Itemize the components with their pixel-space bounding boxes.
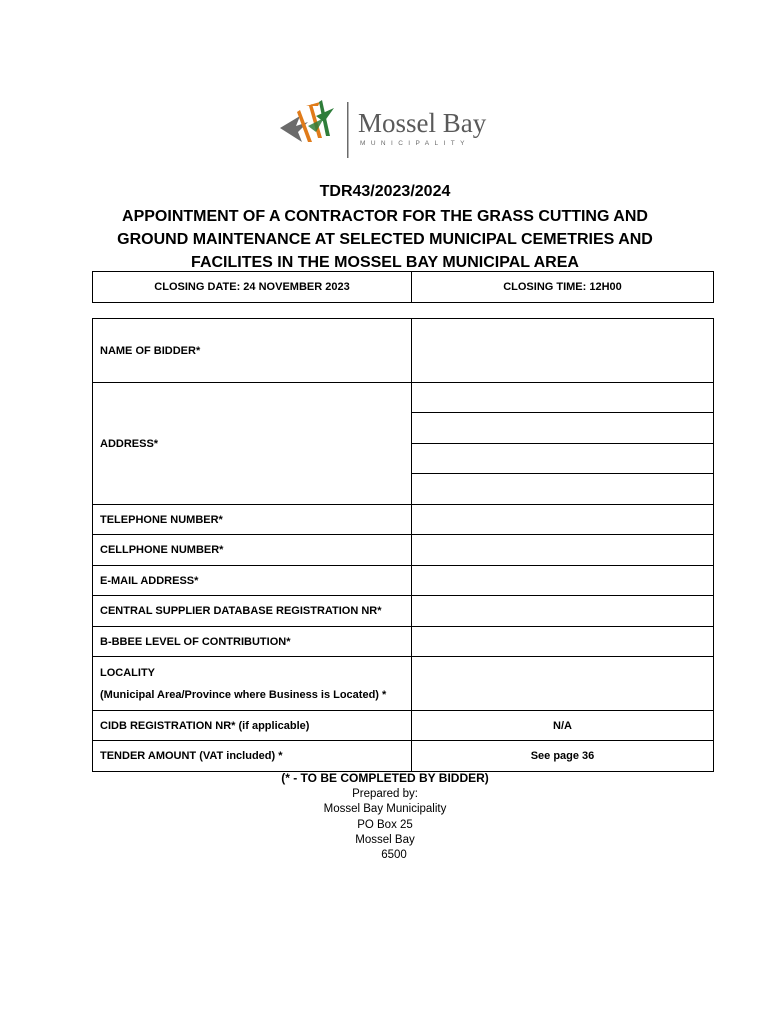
bbbee-label: B-BBEE LEVEL OF CONTRIBUTION* <box>93 627 412 657</box>
locality-label <box>93 657 412 711</box>
email-field[interactable] <box>412 566 714 596</box>
name-of-bidder-field[interactable] <box>412 319 714 383</box>
completion-note: (* - TO BE COMPLETED BY BIDDER) <box>281 771 489 785</box>
address-line-2-field[interactable] <box>412 413 714 444</box>
prepared-by-po-box: PO Box 25 <box>357 818 413 831</box>
cellphone-field[interactable] <box>412 535 714 566</box>
prepared-by-town: Mossel Bay <box>355 833 415 846</box>
tender-title: APPOINTMENT OF A CONTRACTOR FOR THE GRASS CUTTING AND GROUND MAINTENANCE AT SELECTED MUNICIPAL CEMETRIES AND FACILITES IN THE MOSSEL BAY MUNICIPAL AREA <box>117 208 653 271</box>
cidb-label: CIDB REGISTRATION NR* (if applicable) <box>93 711 412 741</box>
municipality-logo <box>278 92 498 162</box>
closing-table <box>92 271 714 303</box>
address-line-3-field[interactable] <box>412 444 714 474</box>
prepared-by-block <box>0 787 770 863</box>
prepared-by-code: 6500 <box>381 849 407 862</box>
prepared-by-label: Prepared by: <box>352 788 418 800</box>
tender-amount-label: TENDER AMOUNT (VAT included) * <box>93 741 412 772</box>
name-of-bidder-label: NAME OF BIDDER* <box>93 319 412 383</box>
address-line-4-field[interactable] <box>412 474 714 505</box>
csd-label: CENTRAL SUPPLIER DATABASE REGISTRATION NR* <box>93 596 412 627</box>
cidb-value: N/A <box>412 711 714 741</box>
closing-time: CLOSING TIME: 12H00 <box>412 272 714 303</box>
address-line-1-field[interactable] <box>412 383 714 413</box>
closing-date: CLOSING DATE: 24 NOVEMBER 2023 <box>93 272 412 303</box>
address-label: ADDRESS* <box>93 383 412 505</box>
telephone-field[interactable] <box>412 505 714 535</box>
bbbee-field[interactable] <box>412 627 714 657</box>
csd-field[interactable] <box>412 596 714 627</box>
bidder-details-table <box>92 318 714 772</box>
tender-amount-value: See page 36 <box>412 741 714 772</box>
logo-emblem-icon <box>278 92 350 162</box>
tender-number: TDR43/2023/2024 <box>319 183 451 200</box>
cellphone-label: CELLPHONE NUMBER* <box>93 535 412 566</box>
telephone-label: TELEPHONE NUMBER* <box>93 505 412 535</box>
logo-subtitle: MUNICIPALITY <box>360 140 470 147</box>
locality-title: LOCALITY <box>100 666 155 679</box>
locality-field[interactable] <box>412 657 714 711</box>
locality-note: (Municipal Area/Province where Business is Located) * <box>100 688 387 701</box>
logo-name: Mossel Bay <box>358 108 487 138</box>
email-label: E-MAIL ADDRESS* <box>93 566 412 596</box>
prepared-by-org: Mossel Bay Municipality <box>323 803 447 816</box>
